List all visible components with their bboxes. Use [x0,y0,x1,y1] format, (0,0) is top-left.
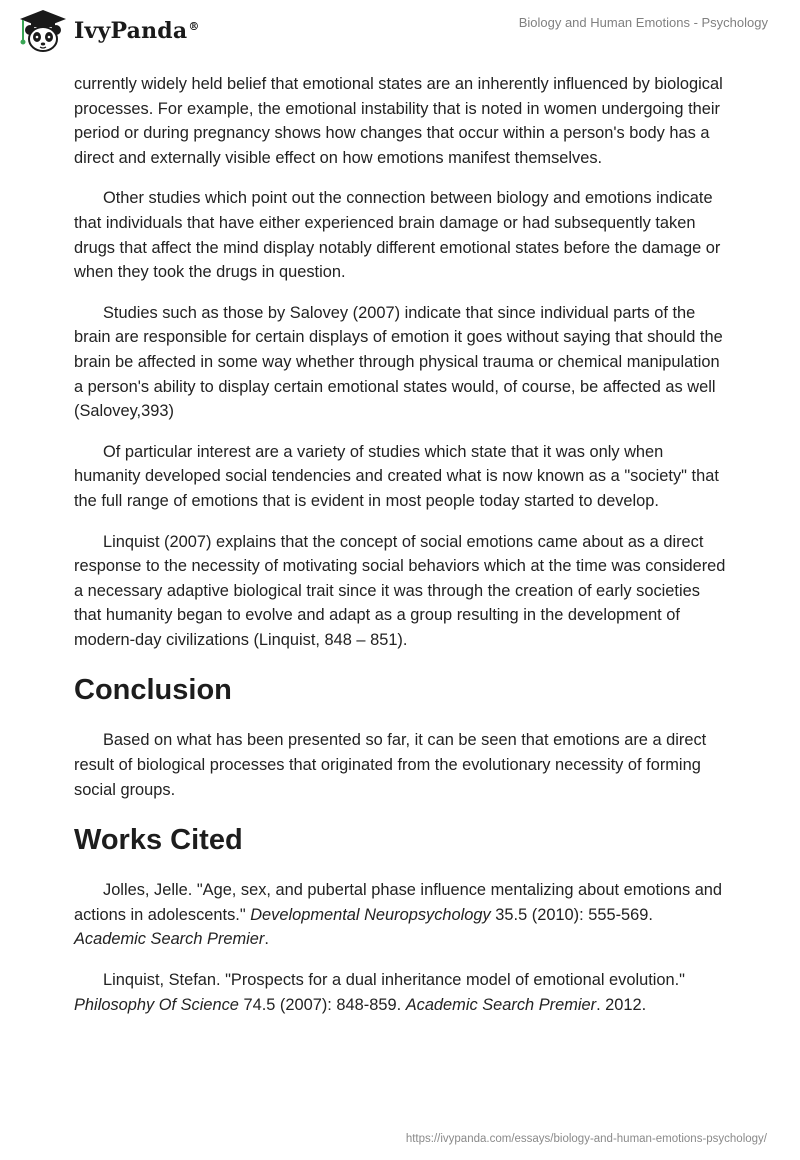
ivypanda-logo[interactable] [14,8,200,54]
citation-journal: Developmental Neuropsychology [250,905,491,924]
conclusion-paragraph: Based on what has been presented so far, it can be seen that emotions are a direct result of biological processes that originated from the evolutionary necessity of forming social groups. [74,731,707,799]
article-body [74,72,728,1033]
citation-jolles [74,878,728,952]
brand-label: IvyPanda [74,18,188,44]
citation-tail: . [264,930,269,949]
brand-name [74,18,200,44]
works-cited-heading: Works Cited [74,824,243,857]
page-header [0,0,800,64]
citation-database: Academic Search Premier [405,995,597,1014]
citation-database: Academic Search Premier [74,930,265,949]
conclusion-heading: Conclusion [74,674,232,707]
citation-lead: Jolles, Jelle. "Age, sex, and pubertal phase influence mentalizing about emotions and actions in adolescents." [74,881,723,924]
citation-tail: . 2012. [596,995,647,1014]
paragraph-brain-damage: Other studies which point out the connection between biology and emotions indicate that individuals that have either experienced brain damage or had subsequently taken drugs that affect the mind display notably different emotional states before the damage or when they took the drugs in question. [74,189,721,282]
paragraph-linquist: Linquist (2007) explains that the concept of social emotions came about as a direct response to the necessity of motivating social behaviors which at the time was considered a necessary adaptive biological trait since it was through the creation of early societies that humanity began to evolve and adapt as a group resulting in the development of modern-day civilizations (Linquist, 848 – 851). [74,532,726,649]
trademark-symbol: ® [188,19,200,33]
source-url[interactable]: https://ivypanda.com/essays/biology-and-human-emotions-psychology/ [405,1133,767,1145]
citation-journal: Philosophy Of Science [74,995,239,1014]
paragraph-social-tendencies: Of particular interest are a variety of studies which state that it was only when humanity developed social tendencies and created what is now known as a "society" that the full range of emotions that is evident in most people today started to develop. [74,442,719,510]
citation-linquist [74,968,728,1017]
citation-lead: Linquist, Stefan. "Prospects for a dual inheritance model of emotional evolution." [103,971,686,990]
citation-details: 74.5 (2007): 848-859. [238,995,406,1014]
document-title: Biology and Human Emotions - Psychology [518,15,768,30]
paragraph-continued: currently widely held belief that emotional states are an inherently influenced by biological processes. For example, the emotional instability that is noted in women undergoing their period or during pregnancy shows how changes that occur within a person's body has a direct and externally visible effect on how emotions manifest themselves. [74,75,723,167]
paragraph-salovey: Studies such as those by Salovey (2007) indicate that since individual parts of the brain are responsible for certain displays of emotion it goes without saying that should the brain be affected in some way whether through physical trauma or chemical manipulation a person's ability to display certain emotional states would, of course, be affected as well (Salovey,393) [74,303,723,421]
citation-details: 35.5 (2010): 555-569. [490,905,653,924]
panda-graduation-icon [14,8,72,54]
